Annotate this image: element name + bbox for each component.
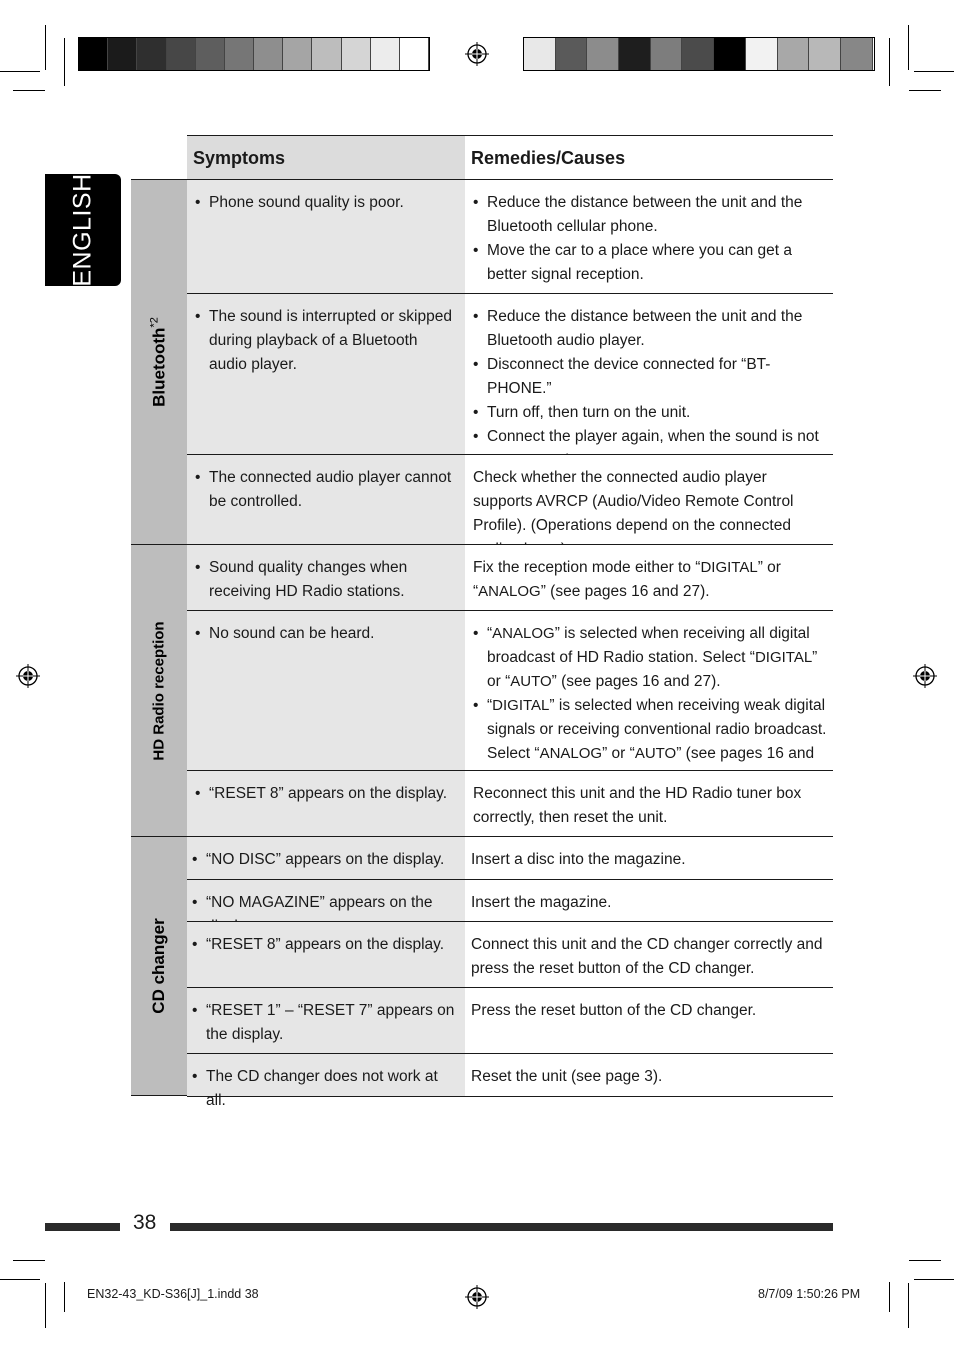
crop-mark	[908, 25, 909, 70]
header-remedies: Remedies/Causes	[471, 148, 626, 168]
remedy-text	[473, 556, 829, 604]
color-bar-left	[78, 37, 430, 71]
crop-mark	[45, 25, 46, 70]
symptom-text: • The CD changer does not work at all.	[192, 1065, 459, 1113]
registration-mark-icon	[913, 664, 937, 688]
symptom-cell	[187, 1054, 465, 1109]
remedy-cell	[465, 611, 833, 770]
color-swatch	[682, 38, 714, 70]
crop-mark	[45, 1283, 46, 1328]
category-label: CD changer	[149, 918, 168, 1014]
color-swatch	[167, 38, 196, 70]
symptom-cell	[187, 455, 465, 544]
remedy-cell	[465, 455, 833, 544]
remedy-text: • Reduce the distance between the unit and the Bluetooth audio player.	[473, 305, 829, 353]
symptom-cell	[187, 294, 465, 454]
remedy-fragment: ” is selected when receiving weak digital signals or receiving conventional radio broadcast. Select “	[487, 697, 827, 762]
color-swatch	[196, 38, 225, 70]
table-row	[187, 610, 833, 770]
crop-mark	[13, 90, 45, 91]
crop-mark	[64, 38, 65, 86]
color-swatch	[79, 38, 108, 70]
display-text: DIGITAL	[700, 559, 758, 576]
crop-mark	[889, 38, 890, 86]
remedy-fragment: “	[487, 697, 493, 714]
color-bar-right	[523, 37, 875, 71]
symptom-text: • “RESET 1” – “RESET 7” appears on the display.	[192, 999, 459, 1047]
color-swatch	[312, 38, 341, 70]
symptom-text: • “RESET 8” appears on the display.	[192, 933, 459, 957]
table-row	[187, 879, 833, 921]
page-number: 38	[133, 1211, 157, 1234]
remedy-cell	[465, 294, 833, 454]
crop-mark	[914, 1279, 954, 1280]
color-swatch	[556, 38, 588, 70]
crop-mark	[909, 1260, 941, 1261]
display-text: DIGITAL	[492, 697, 550, 714]
page-bar-left	[45, 1223, 120, 1231]
registration-mark-icon	[465, 42, 489, 66]
remedy-text: Insert a disc into the magazine.	[471, 851, 686, 868]
remedy-text	[473, 622, 829, 694]
remedy-text: Connect this unit and the CD changer correctly and press the reset button of the CD changer.	[471, 936, 823, 977]
table-row	[187, 836, 833, 879]
color-swatch	[778, 38, 810, 70]
remedy-fragment: ” or “	[473, 559, 781, 600]
symptom-cell	[187, 880, 465, 921]
table-row	[187, 921, 833, 987]
footer-date: 8/7/09 1:50:26 PM	[758, 1287, 861, 1301]
remedy-fragment: ” is selected when receiving all digital broadcast of HD Radio station. Select “	[487, 625, 810, 666]
remedy-fragment: ” (see pages 16 and 27).	[540, 583, 710, 600]
registration-mark-icon	[16, 664, 40, 688]
symptom-cell	[187, 771, 465, 836]
symptom-text: • No sound can be heard.	[195, 622, 459, 646]
table-row	[187, 770, 833, 836]
table-row	[187, 293, 833, 454]
category-hd-radio	[131, 544, 187, 836]
table-row	[187, 544, 833, 610]
remedy-text: Reset the unit (see page 3).	[471, 1068, 663, 1085]
color-swatch	[746, 38, 778, 70]
remedy-text: Press the reset button of the CD changer.	[471, 1002, 757, 1019]
crop-mark	[908, 1283, 909, 1328]
remedy-cell	[465, 837, 833, 879]
symptom-cell	[187, 837, 465, 879]
remedy-cell	[465, 180, 833, 293]
display-text: AUTO	[510, 673, 552, 690]
color-swatch	[651, 38, 683, 70]
header-symptoms-cell	[187, 136, 465, 180]
crop-mark	[0, 1279, 40, 1280]
remedy-fragment: ” or “	[487, 649, 818, 690]
page-bar-right	[170, 1223, 833, 1231]
remedy-text: • Reduce the distance between the unit and the Bluetooth cellular phone.	[473, 191, 829, 239]
remedy-fragment: ” or “	[602, 745, 635, 762]
crop-mark	[889, 1282, 890, 1312]
crop-mark	[0, 71, 40, 72]
language-tab	[45, 174, 121, 286]
remedy-fragment: “	[487, 625, 493, 642]
crop-mark	[914, 71, 954, 72]
category-cd-changer	[131, 836, 187, 1096]
display-text: ANALOG	[492, 625, 555, 642]
symptom-cell	[187, 180, 465, 293]
table-row	[187, 179, 833, 293]
color-swatch	[400, 38, 429, 70]
remedy-text: • Connect the player again, when the sound is not	[473, 425, 829, 473]
symptom-text: • “RESET 8” appears on the display.	[195, 782, 459, 806]
color-swatch	[524, 38, 556, 70]
table-header	[187, 135, 833, 180]
symptom-text: • “NO MAGAZINE” appears on the	[192, 891, 459, 939]
color-swatch	[809, 38, 841, 70]
display-text: ANALOG	[478, 583, 541, 600]
table-row	[187, 1053, 833, 1109]
color-swatch	[342, 38, 371, 70]
color-swatch	[371, 38, 400, 70]
remedy-fragment: ” (see pages 16 and	[676, 745, 815, 762]
header-symptoms: Symptoms	[193, 148, 286, 168]
remedy-text: • Disconnect the device connected for “BT-PHONE.”	[473, 353, 829, 401]
symptom-cell	[187, 922, 465, 987]
crop-mark	[64, 1282, 65, 1312]
registration-mark-icon	[465, 1285, 489, 1309]
symptom-text: • “NO DISC” appears on the display.	[192, 848, 459, 872]
display-text: AUTO	[634, 745, 677, 762]
header-remedies-cell	[465, 136, 833, 180]
symptom-text: • Sound quality changes when receiving HD Radio stations.	[195, 556, 459, 604]
symptom-cell	[187, 545, 465, 610]
remedy-cell	[465, 1054, 833, 1096]
color-swatch	[108, 38, 137, 70]
symptom-cell	[187, 988, 465, 1053]
display-text: DIGITAL	[754, 649, 813, 666]
remedy-fragment: Fix the reception mode either to “	[473, 559, 701, 576]
color-swatch	[587, 38, 619, 70]
color-swatch	[283, 38, 312, 70]
table-row	[187, 987, 833, 1053]
symptom-text: • The sound is interrupted or skipped during playback of a Bluetooth audio player.	[195, 305, 459, 377]
remedy-text: Check whether the connected audio player supports AVRCP (Audio/Video Remote Control Profile). (Operations depend on the connected	[473, 469, 794, 534]
remedy-text: Insert the magazine.	[471, 894, 612, 911]
display-text: ANALOG	[539, 745, 603, 762]
category-note: *2	[148, 317, 161, 328]
language-tab-label: ENGLISH	[68, 173, 97, 287]
category-bluetooth	[131, 179, 187, 544]
table-row	[187, 454, 833, 544]
remedy-cell	[465, 988, 833, 1053]
category-label: Bluetooth	[149, 327, 169, 407]
remedy-cell	[465, 922, 833, 987]
symptom-cell	[187, 611, 465, 770]
color-swatch	[841, 38, 873, 70]
color-swatch	[225, 38, 254, 70]
color-swatch	[619, 38, 651, 70]
color-swatch	[714, 38, 746, 70]
symptom-text: • The connected audio player cannot be controlled.	[195, 466, 459, 514]
color-swatch	[254, 38, 283, 70]
category-label: HD Radio reception	[150, 620, 168, 761]
symptom-text: • Phone sound quality is poor.	[195, 191, 459, 215]
remedy-text: • Move the car to a place where you can get a better signal reception.	[473, 239, 829, 287]
remedy-cell	[465, 771, 833, 836]
remedy-fragment: ” (see pages 16 and 27).	[551, 673, 721, 690]
remedy-text: • Turn off, then turn on the unit.	[473, 401, 829, 425]
remedy-cell	[465, 545, 833, 610]
remedy-cell	[465, 880, 833, 921]
crop-mark	[13, 1260, 45, 1261]
footer-file: EN32-43_KD-S36[J]_1.indd 38	[87, 1287, 259, 1301]
remedy-text: Reconnect this unit and the HD Radio tuner box correctly, then reset the unit.	[473, 785, 802, 826]
color-swatch	[137, 38, 166, 70]
crop-mark	[909, 90, 941, 91]
